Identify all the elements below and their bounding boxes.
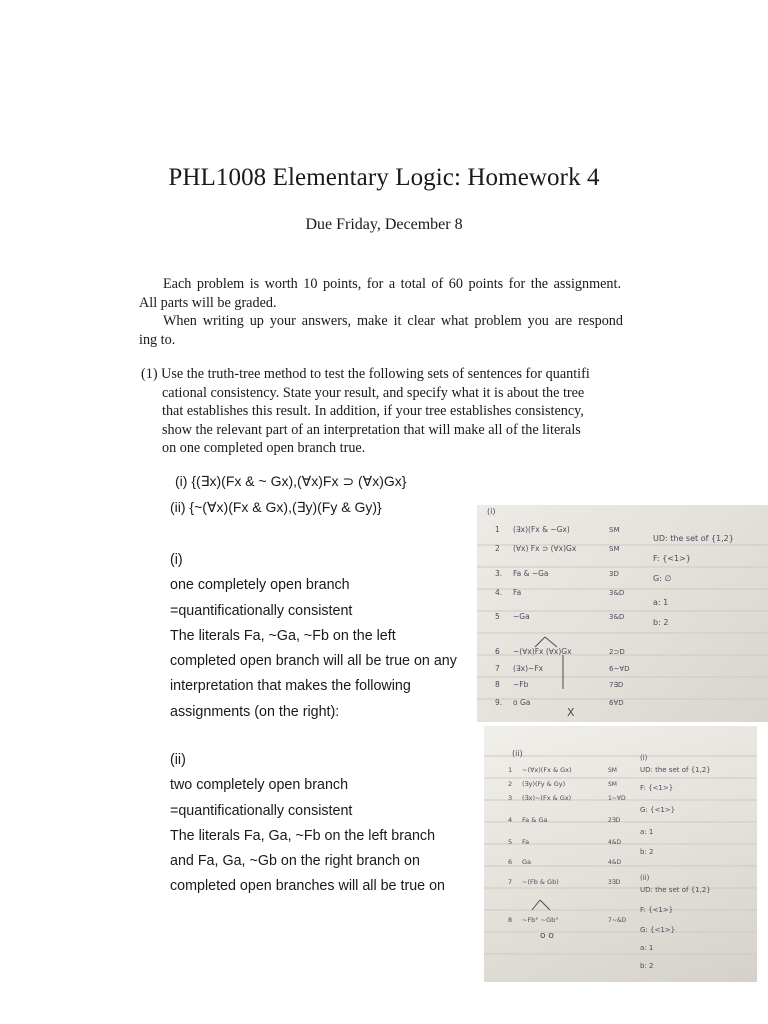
interpretation-line: (ii)	[640, 874, 650, 882]
interpretation-line: UD: the set of {1,2}	[653, 534, 734, 543]
problem-1-statement	[141, 365, 627, 458]
interpretation-line: F: {<1>}	[640, 906, 674, 914]
text-line: on one completed open branch true.	[162, 440, 366, 457]
answer-line: two completely open branch	[170, 777, 349, 794]
tree-line-number: 7	[508, 878, 513, 886]
tree-line-number: 3	[508, 794, 513, 802]
interpretation-line: b: 2	[653, 618, 669, 627]
due-date: Due Friday, December 8	[305, 216, 463, 233]
tree-formula: (∃x)(Fx & ~Gx)	[513, 525, 570, 534]
tree-justification: 7~&D	[608, 917, 627, 924]
text-line: show the relevant part of an interpretation that will make all of the literals	[162, 421, 581, 438]
tree-ii-drawing	[484, 726, 757, 982]
text-line: ing to.	[139, 331, 176, 348]
tree-justification: 3&D	[609, 589, 625, 597]
tree-formula: ~(Fb & Gb)	[522, 878, 559, 886]
tree-formula: Fa & ~Ga	[513, 569, 549, 578]
sentence-set-ii: (ii) {~(∀x)(Fx & Gx),(∃y)(Fy & Gy)}	[170, 499, 382, 515]
tree-ii-label: (ii)	[512, 749, 523, 758]
text-line: All parts will be graded.	[139, 294, 277, 311]
tree-justification: SM	[609, 545, 620, 553]
open-branch-marks: o o	[540, 931, 554, 941]
tree-line-number: 2	[495, 544, 500, 553]
closed-branch-mark: X	[567, 706, 575, 719]
interpretation-line: b: 2	[640, 848, 654, 856]
handwritten-tree-photo-ii	[484, 726, 757, 982]
intro-paragraph-1	[139, 275, 621, 312]
interpretation-line: a: 1	[640, 828, 654, 836]
handwritten-tree-photo-i	[477, 505, 768, 722]
answer-line: =quantificationally consistent	[170, 602, 353, 619]
interpretation-line: UD: the set of {1,2}	[640, 886, 711, 894]
interpretation-line: G: {<1>}	[640, 926, 676, 934]
tree-i-drawing	[477, 505, 768, 722]
tree-line-number: 6	[508, 858, 513, 866]
text-line: When writing up your answers, make it clear what problem you are respond	[163, 313, 623, 329]
tree-justification: 3&D	[609, 613, 625, 621]
tree-justification: 6∀D	[609, 699, 624, 707]
tree-line-number: 3.	[495, 569, 503, 578]
answer-line: =quantificationally consistent	[170, 802, 353, 819]
tree-formula: o Ga	[513, 698, 531, 707]
tree-justification: SM	[609, 526, 620, 534]
tree-justification: SM	[608, 767, 617, 774]
tree-formula: (∃x)~Fx	[513, 664, 544, 673]
intro-paragraph-2	[139, 312, 623, 349]
answer-line: assignments (on the right):	[170, 703, 340, 720]
tree-line-number: 1	[495, 525, 500, 534]
answer-line: (ii)	[170, 752, 186, 768]
answer-ii	[170, 748, 475, 900]
tree-i-label: (i)	[487, 507, 496, 516]
tree-formula: ~Fb	[513, 680, 529, 689]
tree-line-number: 5	[508, 838, 513, 846]
tree-line-number: 9.	[495, 698, 503, 707]
tree-line-number: 4	[508, 816, 513, 824]
tree-justification: 2⊃D	[609, 648, 625, 656]
tree-formula: Ga	[522, 858, 532, 866]
tree-line-number: 1	[508, 766, 513, 774]
interpretation-line: F: {<1>}	[640, 784, 674, 792]
tree-justification: 4&D	[608, 839, 622, 846]
answer-line: (i)	[170, 552, 183, 568]
interpretation-line: UD: the set of {1,2}	[640, 766, 711, 774]
tree-justification: 1~∀D	[608, 795, 626, 802]
tree-formula: ~Ga	[513, 612, 530, 621]
text-line: that establishes this result. In addition, if your tree establishes consistency,	[162, 403, 584, 420]
text-line: cational consistency. State your result, and specify what it is about the tree	[162, 384, 585, 401]
tree-formula: Fa & Ga	[522, 816, 548, 824]
tree-formula: (∃y)(Fy & Gy)	[522, 780, 566, 788]
answer-line: completed open branch will all be true on any	[170, 653, 457, 670]
tree-justification: 4&D	[608, 859, 622, 866]
text-line: (1) Use the truth-tree method to test the following sets of sentences for quantifi	[141, 366, 590, 382]
tree-justification: 7∃D	[609, 681, 624, 689]
answer-line: completed open branches will all be true on	[170, 878, 445, 895]
tree-line-number: 5	[495, 612, 500, 621]
tree-formula: ~Fb° ~Gb°	[522, 916, 559, 924]
interpretation-line: G: {<1>}	[640, 806, 676, 814]
tree-justification: 3∃D	[608, 879, 621, 886]
document-title: PHL1008 Elementary Logic: Homework 4	[168, 164, 600, 191]
sentence-set-i: (i) {(∃x)(Fx & ~ Gx),(∀x)Fx ⊃ (∀x)Gx}	[175, 473, 407, 489]
tree-line-number: 4.	[495, 588, 503, 597]
tree-justification: 3D	[609, 570, 619, 578]
answer-line: The literals Fa, ~Ga, ~Fb on the left	[170, 627, 396, 644]
tree-line-number: 8	[495, 680, 500, 689]
tree-line-number: 7	[495, 664, 500, 673]
answer-i	[170, 548, 475, 725]
answer-line: and Fa, Ga, ~Gb on the right branch on	[170, 853, 420, 870]
answer-line: The literals Fa, Ga, ~Fb on the left branch	[170, 827, 436, 844]
tree-formula: ~(∀x)(Fx & Gx)	[522, 766, 572, 774]
tree-line-number: 8	[508, 916, 513, 924]
interpretation-line: G: ∅	[653, 574, 672, 583]
tree-formula: Fa	[513, 588, 522, 597]
tree-line-number: 2	[508, 780, 513, 788]
interpretation-line: a: 1	[640, 944, 654, 952]
interpretation-line: b: 2	[640, 962, 654, 970]
tree-justification: SM	[608, 781, 617, 788]
answer-line: one completely open branch	[170, 577, 350, 594]
tree-formula: Fa	[522, 838, 530, 846]
answer-line: interpretation that makes the following	[170, 678, 411, 695]
tree-justification: 2∃D	[608, 817, 621, 824]
tree-formula: ~(∀x)Fx (∀x)Gx	[513, 647, 572, 656]
interpretation-line: (i)	[640, 754, 648, 762]
text-line: Each problem is worth 10 points, for a total of 60 points for the assignment.	[163, 276, 621, 292]
interpretation-line: F: {<1>}	[653, 554, 691, 563]
tree-justification: 6~∀D	[609, 665, 630, 673]
tree-line-number: 6	[495, 647, 500, 656]
interpretation-line: a: 1	[653, 598, 669, 607]
tree-formula: (∀x) Fx ⊃ (∀x)Gx	[513, 544, 577, 553]
tree-formula: (∃x)~(Fx & Gx)	[522, 794, 572, 802]
